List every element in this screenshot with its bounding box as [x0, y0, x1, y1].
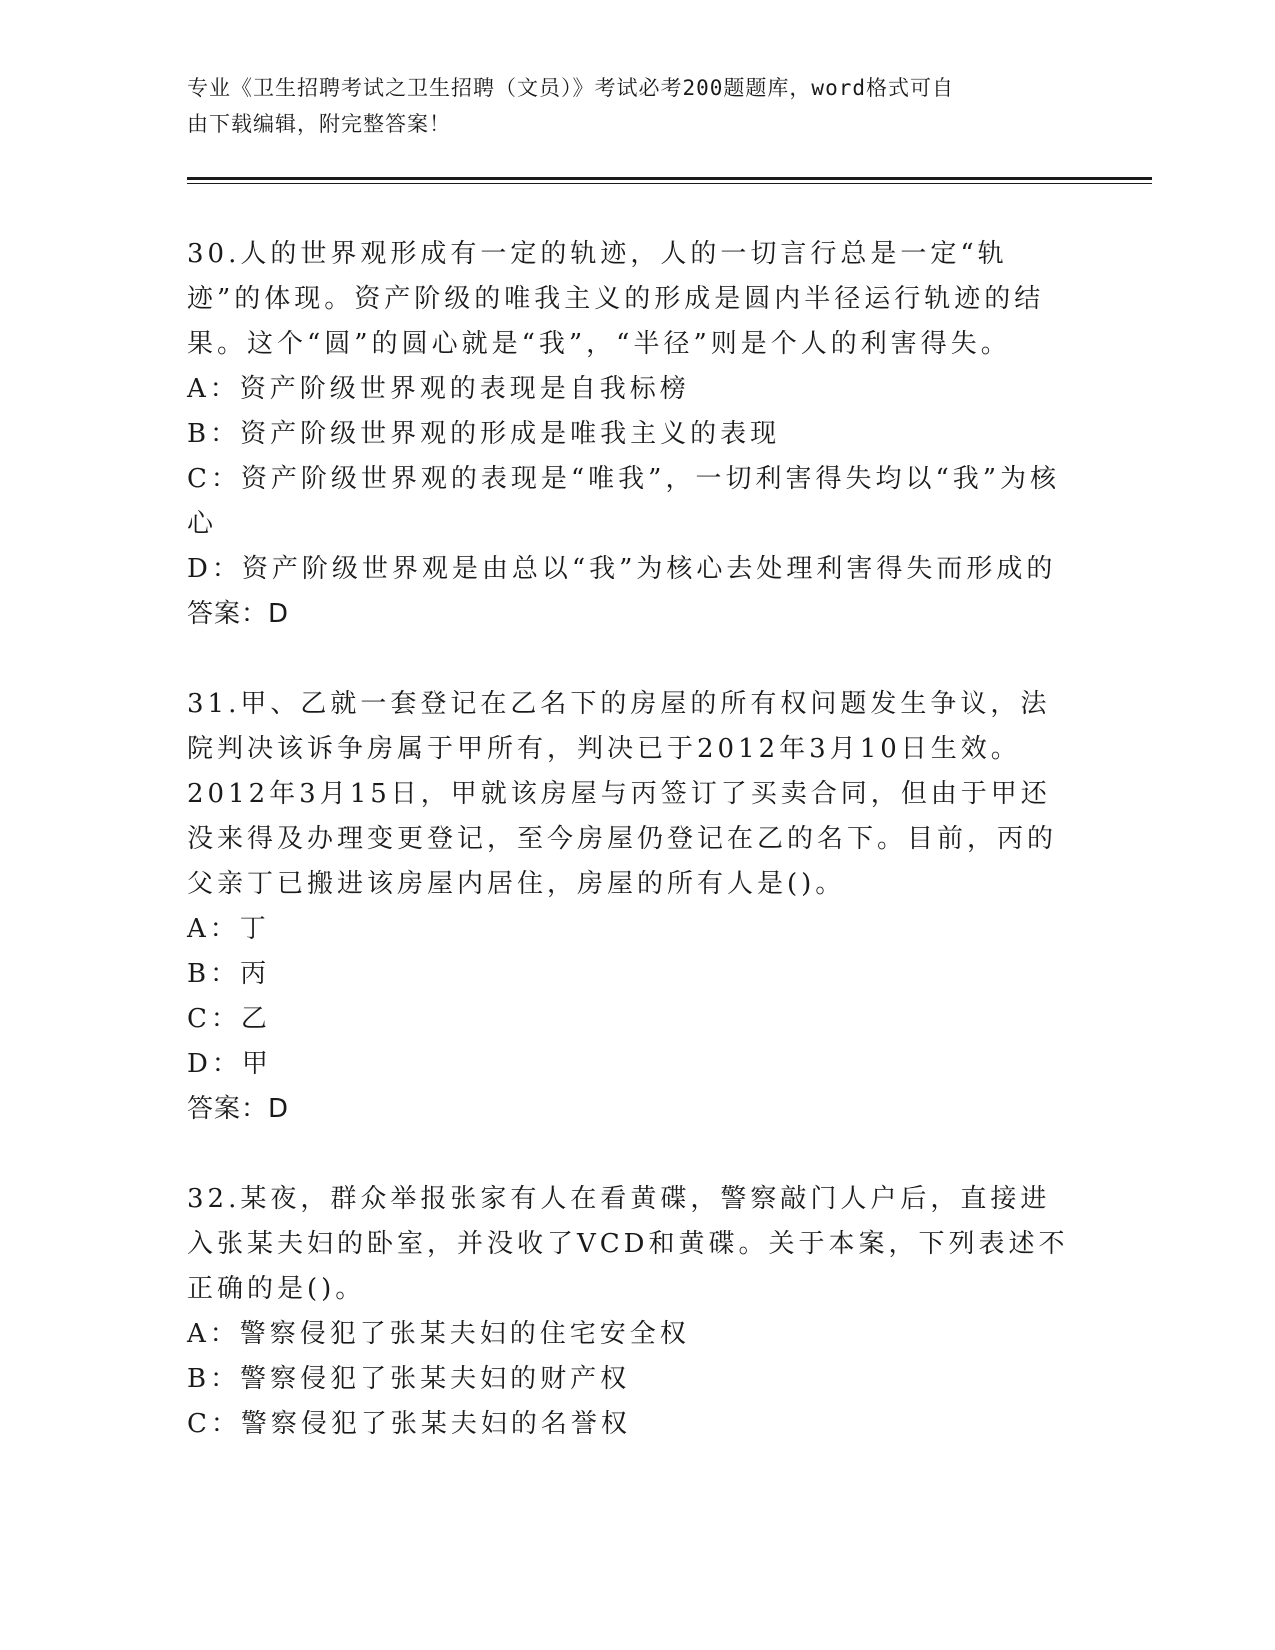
- option-c: C：警察侵犯了张某夫妇的名誉权: [187, 1409, 631, 1439]
- header-divider-thin: [187, 183, 1152, 184]
- question-30: [187, 232, 1077, 637]
- question-32: [187, 1177, 1077, 1447]
- question-list: [187, 232, 1077, 1492]
- header-line-2: 由下载编辑，附完整答案！: [187, 112, 451, 136]
- question-stem: 30.人的世界观形成有一定的轨迹，人的一切言行总是一定“轨迹”的体现。资产阶级的唯我主义的形成是圆内半径运行轨迹的结果。这个“圆”的圆心就是“我”，“半径”则是个人的利害得失。: [187, 239, 1045, 359]
- document-header: [187, 70, 1067, 142]
- answer-label: 答案：D: [187, 1094, 290, 1124]
- option-c: C：资产阶级世界观的表现是“唯我”，一切利害得失均以“我”为核心: [187, 464, 1061, 539]
- option-c: C：乙: [187, 1004, 271, 1034]
- option-b: B：丙: [187, 959, 271, 989]
- option-a: A：资产阶级世界观的表现是自我标榜: [187, 374, 690, 404]
- question-stem: 32.某夜，群众举报张家有人在看黄碟，警察敲门人户后，直接进入张某夫妇的卧室，并没收了VCD和黄碟。关于本案，下列表述不正确的是()。: [187, 1184, 1069, 1304]
- option-d: D：资产阶级世界观是由总以“我”为核心去处理利害得失而形成的: [187, 554, 1057, 584]
- option-a: A：丁: [187, 914, 270, 944]
- header-line-1: 专业《卫生招聘考试之卫生招聘（文员）》考试必考200题题库，word格式可自: [187, 76, 954, 100]
- option-a: A：警察侵犯了张某夫妇的住宅安全权: [187, 1319, 690, 1349]
- question-stem: 31.甲、乙就一套登记在乙名下的房屋的所有权问题发生争议，法院判决该诉争房属于甲所有，判决已于2012年3月10日生效。2012年3月15日，甲就该房屋与丙签订了买卖合同，但由于甲还没来得及办理变更登记，至今房屋仍登记在乙的名下。目前，丙的父亲丁已搬进该房屋内居住，房屋的所有人是()。: [187, 689, 1058, 899]
- option-b: B：警察侵犯了张某夫妇的财产权: [187, 1364, 631, 1394]
- option-b: B：资产阶级世界观的形成是唯我主义的表现: [187, 419, 781, 449]
- question-31: [187, 682, 1077, 1132]
- option-d: D：甲: [187, 1049, 272, 1079]
- answer-label: 答案：D: [187, 599, 290, 629]
- header-divider-thick: [187, 177, 1152, 180]
